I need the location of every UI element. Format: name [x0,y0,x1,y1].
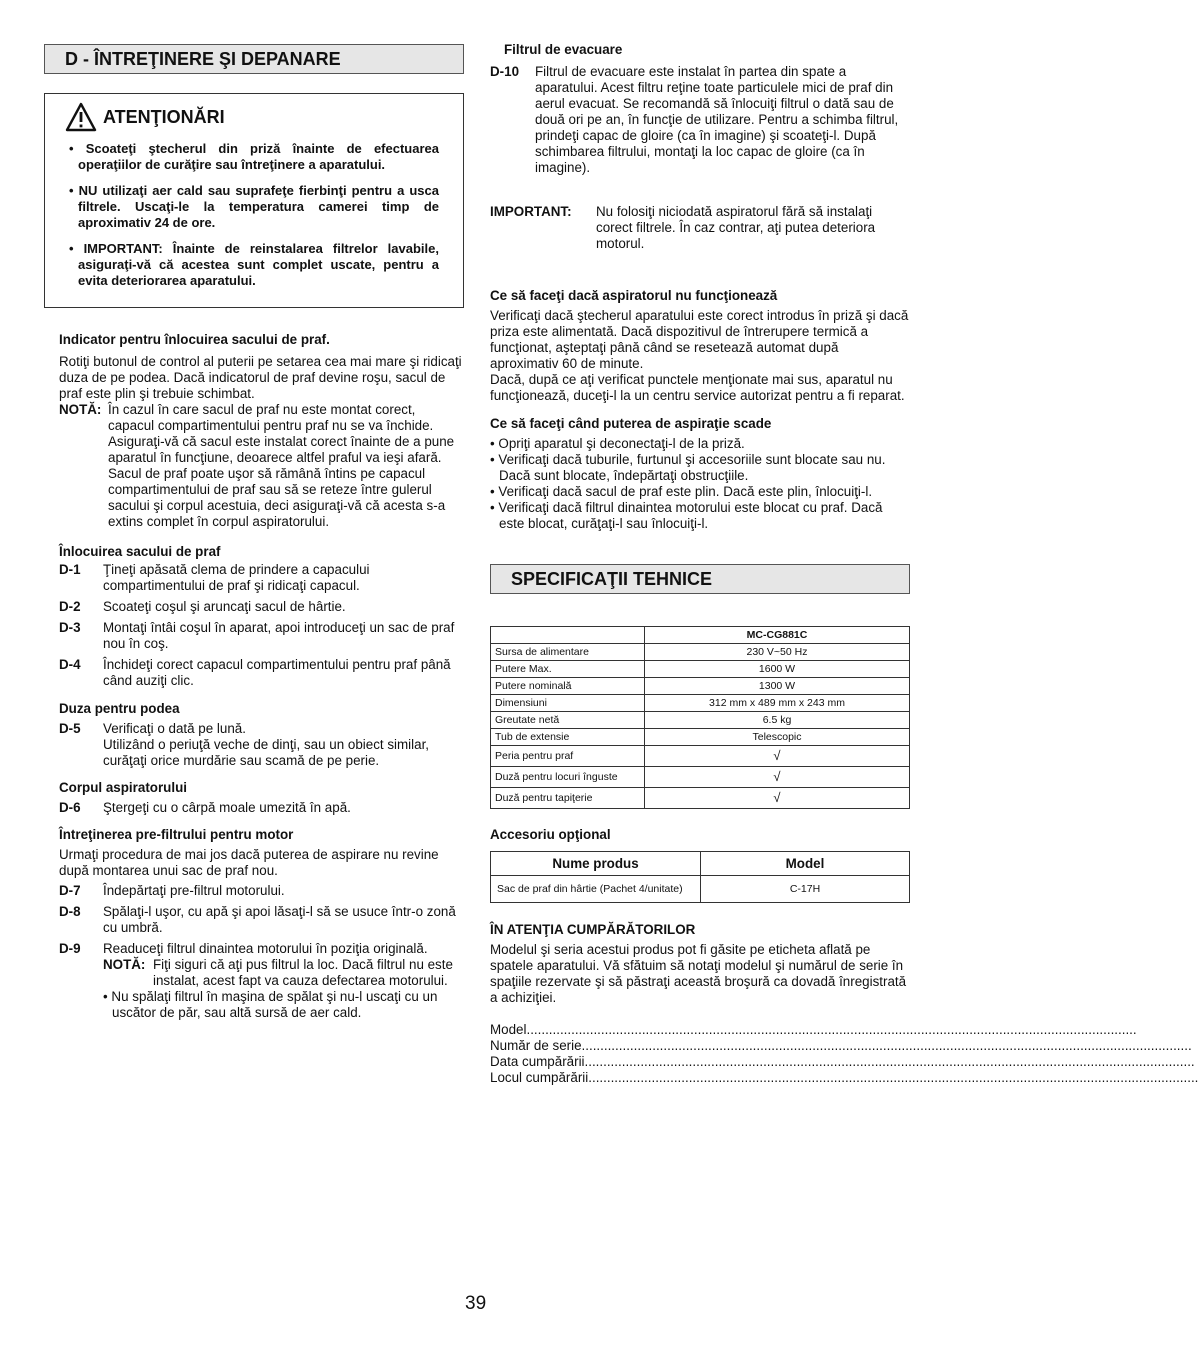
not-working-text-2: Dacă, după ce aţi verificat punctele menţionate mai sus, aparatul nu funcţionează, duceţi-l la un centru service autorizat pentru a fi reparat. [490,372,905,403]
specs-table [490,626,910,809]
field-dots: ................................................................................................................................................................... [530,1022,1137,1037]
step-code: D-4 [59,657,81,672]
table-row [491,876,910,903]
exhaust-heading: Filtrul de evacuare [504,42,623,57]
warning-item-1: • Scoateţi ştecherul din priză înainte de efectuarea operaţiilor de curăţire sau întreţinere a aparatului. [69,141,439,172]
suction-bullet: • Verificaţi dacă filtrul dinaintea motorului este blocat cu praf. Dacă este blocat, curăţaţi-l sau înlocuiţi-l. [490,500,883,531]
left-body [44,332,464,1021]
important-text: Nu folosiţi niciodată aspiratorul fără să instalaţi corect filtrele. În caz contrar, aţi putea deteriora motorul. [596,204,876,251]
prefilter-steps [59,883,464,1021]
note-text: Fiţi siguri că aţi pus filtrul la loc. Dacă filtrul nu este instalat, acest fapt va cauza defectarea motorului. [153,957,453,988]
prefilter-bullet: • Nu spălaţi filtrul în maşina de spălat şi nu-l uscaţi cu un uscător de păr, sau altă sursă de aer cald. [103,989,438,1020]
step-text: Verificaţi o dată pe lună. [103,721,246,736]
step-code: D-9 [59,941,81,956]
step-text: Scoateţi coşul şi aruncaţi sacul de hârtie. [103,599,346,614]
page-number: 39 [465,1293,487,1314]
spec-label: Greutate netă [491,712,645,729]
right-column [490,42,1198,1086]
spec-value: 312 mm x 489 mm x 243 mm [645,695,910,712]
field-dots: ................................................................................................................................................................... [585,1038,1192,1053]
section-title-maintenance: D - ÎNTREŢINERE ŞI DEPANARE [44,44,464,74]
field-place [490,1070,1198,1086]
indicator-heading: Indicator pentru înlocuirea sacului de praf. [59,332,330,347]
step-text: Închideţi corect capacul compartimentului pentru praf până când auziţi clic. [103,657,451,688]
step-text: Utilizând o periuţă veche de dinţi, sau un obiect similar, curăţaţi orice murdărie sau scamă de pe perie. [103,737,430,768]
spec-label: Dimensiuni [491,695,645,712]
indicator-text: Rotiţi butonul de control al puterii pe setarea cea mai mare şi ridicaţi duza de pe podea. Dacă indicatorul de praf devine roşu, sacul de praf este plin şi trebuie schimbat. [59,354,462,401]
col-model-header: Model [701,852,910,876]
not-working-heading: Ce să faceţi dacă aspiratorul nu funcţionează [490,288,778,303]
prefilter-note [103,957,464,989]
spec-label: Putere nominală [491,678,645,695]
step-text: Ştergeţi cu o cârpă moale umezită în apă. [103,800,351,815]
field-label: Data cumpărării. [490,1054,589,1069]
spec-label: Duză pentru tapiţerie [491,788,645,809]
suction-bullet: • Opriţi aparatul şi deconectaţi-l de la priză. [490,436,745,451]
bag-heading: Înlocuirea sacului de praf [59,544,221,559]
table-row [491,695,910,712]
field-dots: ................................................................................................................................................................... [588,1054,1195,1069]
step-code: D-1 [59,562,81,577]
suction-heading: Ce să faceţi când puterea de aspiraţie scade [490,416,772,431]
step-d3 [59,620,464,652]
step-d8 [59,904,464,936]
field-dots: ................................................................................................................................................................... [591,1070,1198,1085]
buyers-text: Modelul şi seria acestui produs pot fi găsite pe eticheta aflată pe spatele aparatului. Vă sfătuim să notaţi modelul şi numărul de serie în spaţiile rezervate şi să păstraţi această broşură ca dovadă înregistrată a achiziţiei. [490,942,907,1005]
warnings-box [44,93,464,308]
spec-label: Peria pentru praf [491,746,645,767]
spec-label: Putere Max. [491,661,645,678]
warnings-heading [65,102,439,132]
field-serial [490,1038,1192,1054]
warning-item-2: • NU utilizaţi aer cald sau suprafeţe fierbinţi pentru a usca filtrele. Uscaţi-le la temperatura camerei timp de aproximativ 24 de ore. [69,183,439,230]
warning-item-3: • IMPORTANT: Înainte de reinstalarea filtrelor lavabile, asiguraţi-vă că acestea sunt complet uscate, pentru a evita deteriorarea aparatului. [69,241,439,288]
table-row [491,729,910,746]
step-text: Montaţi întâi coşul în aparat, apoi introduceţi un sac de praf nou în coş. [103,620,455,651]
step-d7 [59,883,464,899]
step-d1 [59,562,464,594]
step-d6 [59,800,464,816]
step-d9 [59,941,464,1021]
suction-bullet: • Verificaţi dacă tuburile, furtunul şi accesoriile sunt blocate sau nu. Dacă sunt blocate, îndepărtaţi obstrucţiile. [490,452,886,483]
spec-label: Tub de extensie [491,729,645,746]
prefilter-heading: Întreţinerea pre-filtrului pentru motor [59,827,294,842]
spec-value: √ [645,788,910,809]
note-label: NOTĂ: [59,402,102,417]
table-row [491,767,910,788]
step-code: D-7 [59,883,81,898]
accessory-heading: Accesoriu opţional [490,827,611,842]
note-text-2: Sacul de praf poate uşor să rămână întins pe capacul compartimentului de praf sau să se reteze între gulerul sacului şi corpul acestuia, deci asiguraţi-vă că acesta s-a extins complet în corpul aspiratorului. [108,466,446,529]
step-text: Ţineţi apăsată clema de prindere a capacului compartimentului de praf şi ridicaţi capacul. [103,562,370,593]
field-label: Model. [490,1022,531,1037]
step-code: D-10 [490,64,520,79]
important-label: IMPORTANT: [490,204,572,219]
step-d10 [490,64,910,176]
suction-bullet: • Verificaţi dacă sacul de praf este plin. Dacă este plin, înlocuiţi-l. [490,484,873,499]
model-header: MC-CG881C [645,627,910,644]
spec-value: Telescopic [645,729,910,746]
bag-steps [59,562,464,689]
step-text: Îndepărtaţi pre-filtrul motorului. [103,883,285,898]
field-date [490,1054,1195,1070]
not-working-text-1: Verificaţi dacă ştecherul aparatului este corect introdus în priză şi dacă priza este alimentată. Dacă dispozitivul de întrerupere termică a funcţionat, aşteptaţi până când se resetează automat după aproximativ 60 de minute. [490,308,909,371]
accessory-table [490,851,910,903]
spec-label: Sursa de alimentare [491,644,645,661]
spec-value: 6.5 kg [645,712,910,729]
spec-value: 1300 W [645,678,910,695]
table-row [491,644,910,661]
field-label: Locul cumpărării. [490,1070,592,1085]
field-label: Număr de serie. [490,1038,586,1053]
left-column [44,44,464,1021]
accessory-model: C-17H [701,876,910,903]
step-code: D-2 [59,599,81,614]
table-row [491,661,910,678]
spec-value: 230 V~50 Hz [645,644,910,661]
prefilter-intro: Urmaţi procedura de mai jos dacă puterea de aspirare nu revine după montarea unui sac de praf nou. [59,847,439,878]
step-d2 [59,599,464,615]
warnings-title: ATENŢIONĂRI [103,107,225,127]
suction-list [490,436,910,532]
step-code: D-8 [59,904,81,919]
exhaust-important [490,204,910,252]
spec-value: √ [645,746,910,767]
step-d4 [59,657,464,689]
table-row [491,627,910,644]
buyer-fields [490,1022,1198,1086]
field-model [490,1022,1137,1038]
spec-label: Duză pentru locuri înguste [491,767,645,788]
col-product-header: Nume produs [491,852,701,876]
table-row [491,712,910,729]
step-code: D-3 [59,620,81,635]
indicator-note [59,402,464,530]
table-row [491,788,910,809]
body-heading: Corpul aspiratorului [59,780,187,795]
spec-value: 1600 W [645,661,910,678]
table-row [491,852,910,876]
step-text: Filtrul de evacuare este instalat în partea din spate a aparatului. Acest filtru reţine toate particulele mici de praf din aerul evacuat. Se recomandă să înlocuiţi filtrul o dată sau de două ori pe an, în funcţie de utilizare. Pentru a schimba filtrul, prindeţi capac de gloire (ca în imagine) şi scoateţi-l. După schimbarea filtrului, montaţi la loc capac de gloire (ca în imagine). [535,64,899,175]
spec-value: √ [645,767,910,788]
note-text-1: În cazul în care sacul de praf nu este montat corect, capacul compartimentului pentru praf nu se va închide. Asiguraţi-vă că sacul este instalat corect înainte de a pune aparatul în funcţiune, deoarece altfel praful va ieşi afară. [108,402,455,465]
warning-triangle-icon [65,102,97,132]
accessory-product: Sac de praf din hârtie (Pachet 4/unitate) [491,876,701,903]
step-code: D-6 [59,800,81,815]
note-label: NOTĂ: [103,957,146,972]
step-code: D-5 [59,721,81,736]
section-title-specs: SPECIFICAŢII TEHNICE [490,564,910,594]
floor-heading: Duza pentru podea [59,701,180,716]
step-d5 [59,721,464,769]
step-text: Readuceţi filtrul dinaintea motorului în poziţia originală. [103,941,428,956]
table-row [491,746,910,767]
buyers-heading: ÎN ATENŢIA CUMPĂRĂTORILOR [490,922,696,937]
table-row [491,678,910,695]
step-text: Spălaţi-l uşor, cu apă şi apoi lăsaţi-l să se usuce într-o zonă cu umbră. [103,904,456,935]
